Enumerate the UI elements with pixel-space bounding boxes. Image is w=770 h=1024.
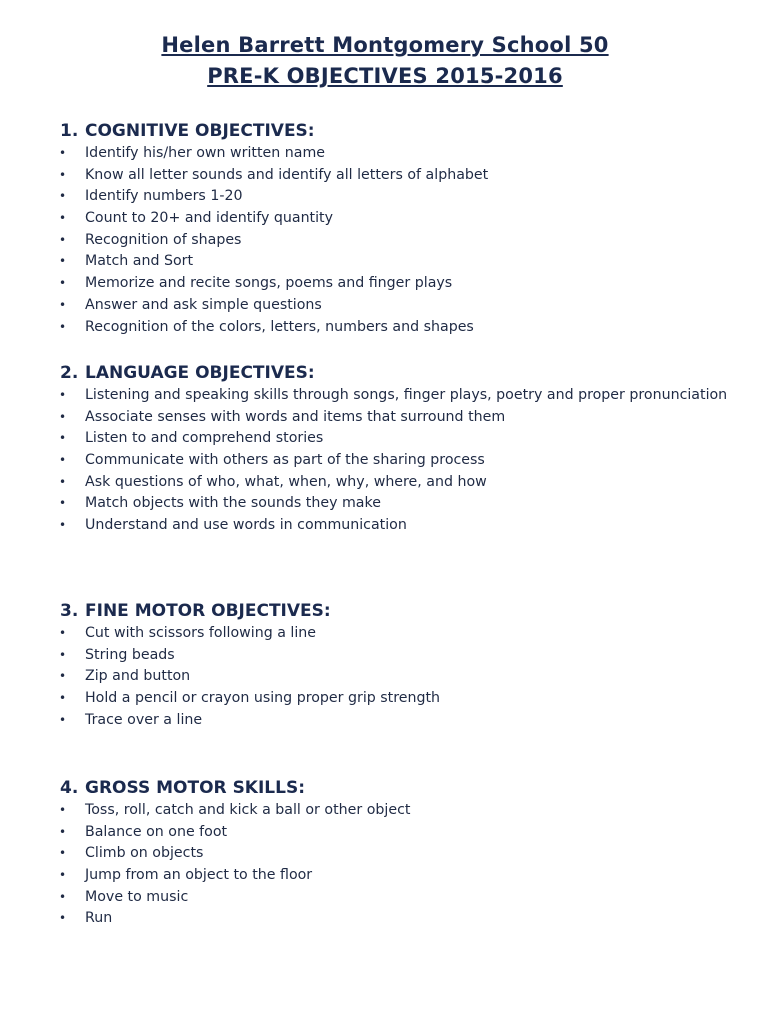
bullet-icon: • <box>59 824 67 839</box>
list-item-text: String beads <box>85 646 175 663</box>
bullet-icon: • <box>59 626 67 640</box>
bullet-icon: • <box>59 189 67 204</box>
section-title: COGNITIVE OBJECTIVES: <box>85 121 315 141</box>
bullet-icon: • <box>59 496 67 511</box>
list-item <box>0 710 770 732</box>
list-item-text: Toss, roll, catch and kick a ball or other object <box>85 802 411 818</box>
list-item <box>0 186 770 208</box>
section-number: 2. <box>60 363 79 383</box>
bullet-icon: • <box>59 319 67 334</box>
bullet-icon: • <box>59 911 67 926</box>
list-item <box>0 273 770 295</box>
list-item <box>0 843 770 865</box>
list-item-text: Identify his/her own written name <box>85 145 325 161</box>
list-item <box>0 908 770 930</box>
list-item <box>0 822 770 844</box>
list-item-text: Listen to and comprehend stories <box>85 430 324 447</box>
list-item-text: Balance on one foot <box>85 823 228 840</box>
list-item <box>0 165 770 187</box>
bullet-icon: • <box>59 146 67 160</box>
list-item-text: Understand and use words in communication <box>85 517 407 534</box>
list-item <box>0 865 770 887</box>
list-item <box>0 450 770 472</box>
list-item <box>0 251 770 273</box>
bullet-icon: • <box>59 211 67 226</box>
list-item-text: Jump from an object to the floor <box>85 867 313 884</box>
list-item-text: Identify numbers 1-20 <box>85 188 243 205</box>
bullet-icon: • <box>59 803 67 817</box>
section-title: FINE MOTOR OBJECTIVES: <box>85 601 331 621</box>
bullet-icon: • <box>59 712 67 727</box>
list-item-text: Answer and ask simple questions <box>85 296 322 313</box>
list-item-text: Zip and button <box>85 668 191 685</box>
list-item-text: Move to music <box>85 888 189 905</box>
list-item <box>0 493 770 515</box>
list-item-text: Hold a pencil or crayon using proper grip strength <box>85 690 441 707</box>
bullet-icon: • <box>59 254 67 269</box>
list-item-text: Ask questions of who, what, when, why, where, and how <box>85 473 487 490</box>
list-item <box>0 645 770 667</box>
list-item <box>0 317 770 339</box>
bullet-icon: • <box>59 431 67 446</box>
list-item <box>0 666 770 688</box>
bullet-icon: • <box>59 474 67 489</box>
bullet-icon: • <box>59 518 67 533</box>
list-item <box>0 208 770 230</box>
list-item-text: Run <box>85 910 113 927</box>
bullet-icon: • <box>59 691 67 706</box>
objective-list <box>0 385 770 537</box>
bullet-icon: • <box>59 846 67 861</box>
section-heading <box>0 119 770 143</box>
objective-section <box>0 776 770 930</box>
list-item-text: Recognition of shapes <box>85 231 242 248</box>
objective-list <box>0 623 770 731</box>
list-item-text: Trace over a line <box>85 711 203 728</box>
list-item-text: Memorize and recite songs, poems and finger plays <box>85 275 453 292</box>
list-item <box>0 407 770 429</box>
list-item-text: Recognition of the colors, letters, numbers and shapes <box>85 318 474 335</box>
list-item-text: Communicate with others as part of the sharing process <box>85 452 485 469</box>
bullet-icon: • <box>59 669 67 684</box>
section-title: LANGUAGE OBJECTIVES: <box>85 363 315 383</box>
bullet-icon: • <box>59 297 67 312</box>
list-item <box>0 143 770 165</box>
list-item <box>0 688 770 710</box>
objective-section <box>0 361 770 537</box>
list-item-text: Climb on objects <box>85 845 204 862</box>
bullet-icon: • <box>59 388 67 402</box>
section-number: 4. <box>60 778 79 798</box>
bullet-icon: • <box>59 276 67 291</box>
bullet-icon: • <box>59 889 67 904</box>
list-item-text: Associate senses with words and items that surround them <box>85 408 506 425</box>
list-item <box>0 623 770 645</box>
list-item <box>0 428 770 450</box>
section-title: GROSS MOTOR SKILLS: <box>85 778 306 798</box>
school-name: Helen Barrett Montgomery School 50 <box>161 33 609 57</box>
objective-list <box>0 800 770 930</box>
bullet-icon: • <box>59 232 67 247</box>
list-item-text: Match objects with the sounds they make <box>85 495 381 512</box>
list-item-text: Listening and speaking skills through songs, finger plays, poetry and proper pronunciation <box>85 387 728 403</box>
list-item <box>0 800 770 822</box>
list-item-text: Know all letter sounds and identify all letters of alphabet <box>85 166 489 183</box>
section-heading <box>0 361 770 385</box>
list-item-text: Match and Sort <box>85 253 194 270</box>
objective-list <box>0 143 770 338</box>
bullet-icon: • <box>59 167 67 182</box>
list-item <box>0 295 770 317</box>
section-heading <box>0 776 770 800</box>
section-heading <box>0 599 770 623</box>
bullet-icon: • <box>59 409 67 424</box>
objective-section <box>0 599 770 731</box>
bullet-icon: • <box>59 868 67 883</box>
bullet-icon: • <box>59 453 67 468</box>
list-item-text: Cut with scissors following a line <box>85 625 317 641</box>
objective-section <box>0 119 770 338</box>
section-number: 3. <box>60 601 79 621</box>
list-item-text: Count to 20+ and identify quantity <box>85 210 334 227</box>
bullet-icon: • <box>59 647 67 662</box>
list-item <box>0 385 770 407</box>
list-item <box>0 887 770 909</box>
list-item <box>0 472 770 494</box>
objectives-title: PRE-K OBJECTIVES 2015-2016 <box>207 64 563 88</box>
list-item <box>0 230 770 252</box>
section-number: 1. <box>60 121 79 141</box>
list-item <box>0 515 770 537</box>
